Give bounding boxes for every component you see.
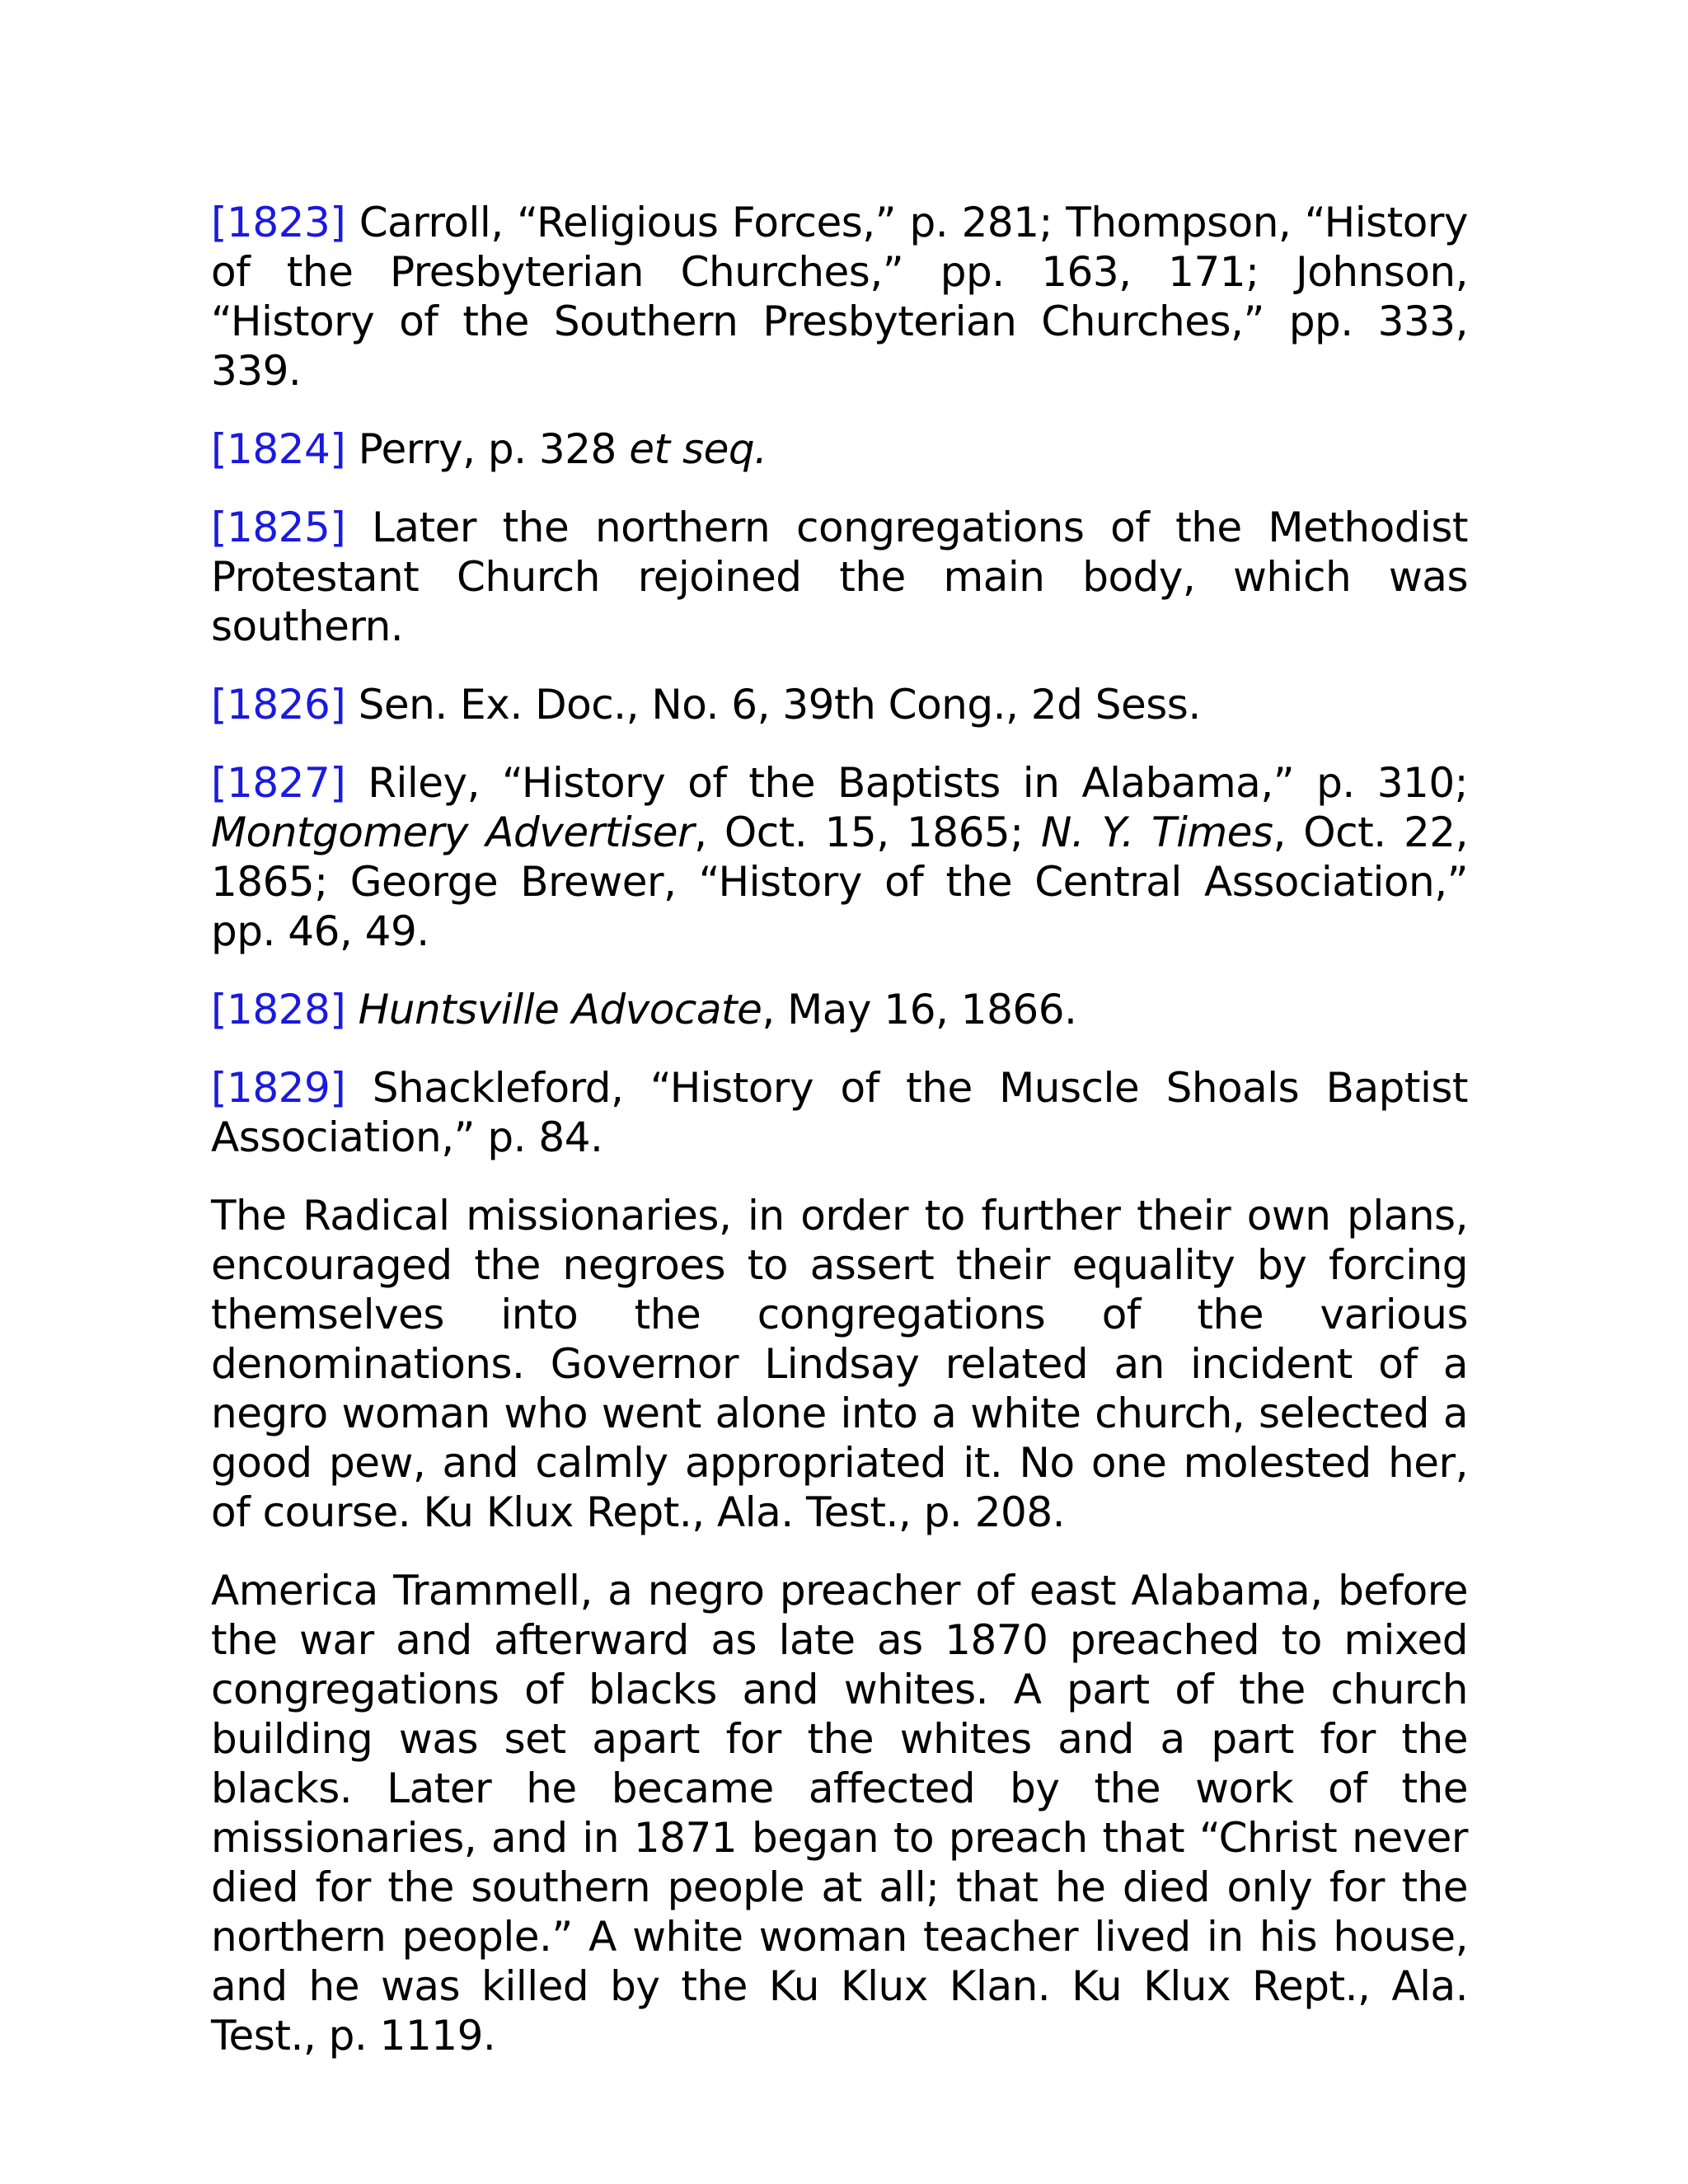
footnote-1824 xyxy=(211,424,1468,474)
footnote-text xyxy=(345,986,358,1033)
footnote-1823 xyxy=(211,198,1468,396)
body-paragraph: The Radical missionaries, in order to further their own plans, encouraged the negroes to assert their equality by forcing themselves into the congregations of the various denominations. Governor Lindsay related an incident of a negro woman who went alone into a white church, selected a good pew, and calmly appropriated it. No one molested her, of course. Ku Klux Rept., Ala. Test., p. 208. xyxy=(211,1192,1468,1536)
footnote-1826 xyxy=(211,680,1468,729)
footnote-text: , May 16, 1866. xyxy=(762,986,1077,1033)
body-paragraph: America Trammell, a negro preacher of east Alabama, before the war and afterward as late as 1870 preached to mixed congregations of blacks and whites. A part of the church building was set apart for the whites and a part for the blacks. Later he became affected by the work of the missionaries, and in 1871 began to preach that “Christ never died for the southern people at all; that he died only for the northern people.” A white woman teacher lived in his house, and he was killed by the Ku Klux Klan. Ku Klux Rept., Ala. Test., p. 1119. xyxy=(211,1567,1468,2060)
footnote-1828 xyxy=(211,985,1468,1034)
footnote-ref-link[interactable]: [1824] xyxy=(211,425,346,473)
footnote-text: Perry, p. 328 xyxy=(345,425,630,473)
footnote-1827 xyxy=(211,758,1468,956)
footnote-1829 xyxy=(211,1063,1468,1162)
footnote-ref-link[interactable]: [1826] xyxy=(211,681,346,729)
footnote-ref-link[interactable]: [1823] xyxy=(211,199,346,246)
footnote-ref-link[interactable]: [1827] xyxy=(211,759,346,807)
footnote-italic-text: Huntsville Advocate xyxy=(358,986,762,1033)
footnote-ref-link[interactable]: [1828] xyxy=(211,986,346,1033)
footnote-text: Riley, “History of the Baptists in Alabama,” p. 310; xyxy=(345,759,1468,807)
footnote-text: Carroll, “Religious Forces,” p. 281; Thompson, “History of the Presbyterian Churches,” pp. 163, 171; Johnson, “History of the Southern Presbyterian Churches,” pp. 333, 339. xyxy=(211,199,1468,395)
footnote-italic-text: Montgomery Advertiser xyxy=(211,808,695,856)
footnotes-page xyxy=(211,198,1468,2089)
footnote-1825 xyxy=(211,503,1468,651)
footnote-text: Sen. Ex. Doc., No. 6, 39th Cong., 2d Sess. xyxy=(345,681,1201,729)
footnote-text: , Oct. 15, 1865; xyxy=(694,808,1041,856)
footnote-text: , Oct. 22, 1865; George Brewer, “History of the Central Association,” pp. 46, 49. xyxy=(211,808,1469,955)
footnote-ref-link[interactable]: [1829] xyxy=(211,1064,346,1112)
footnote-italic-text: et seq. xyxy=(629,425,767,473)
footnote-italic-text: N. Y. Times xyxy=(1040,808,1273,856)
footnote-text: Shackleford, “History of the Muscle Shoals Baptist Association,” p. 84. xyxy=(211,1064,1468,1161)
footnote-text: Later the northern congregations of the Methodist Protestant Church rejoined the main body, which was southern. xyxy=(211,504,1468,650)
footnote-ref-link[interactable]: [1825] xyxy=(211,504,346,551)
